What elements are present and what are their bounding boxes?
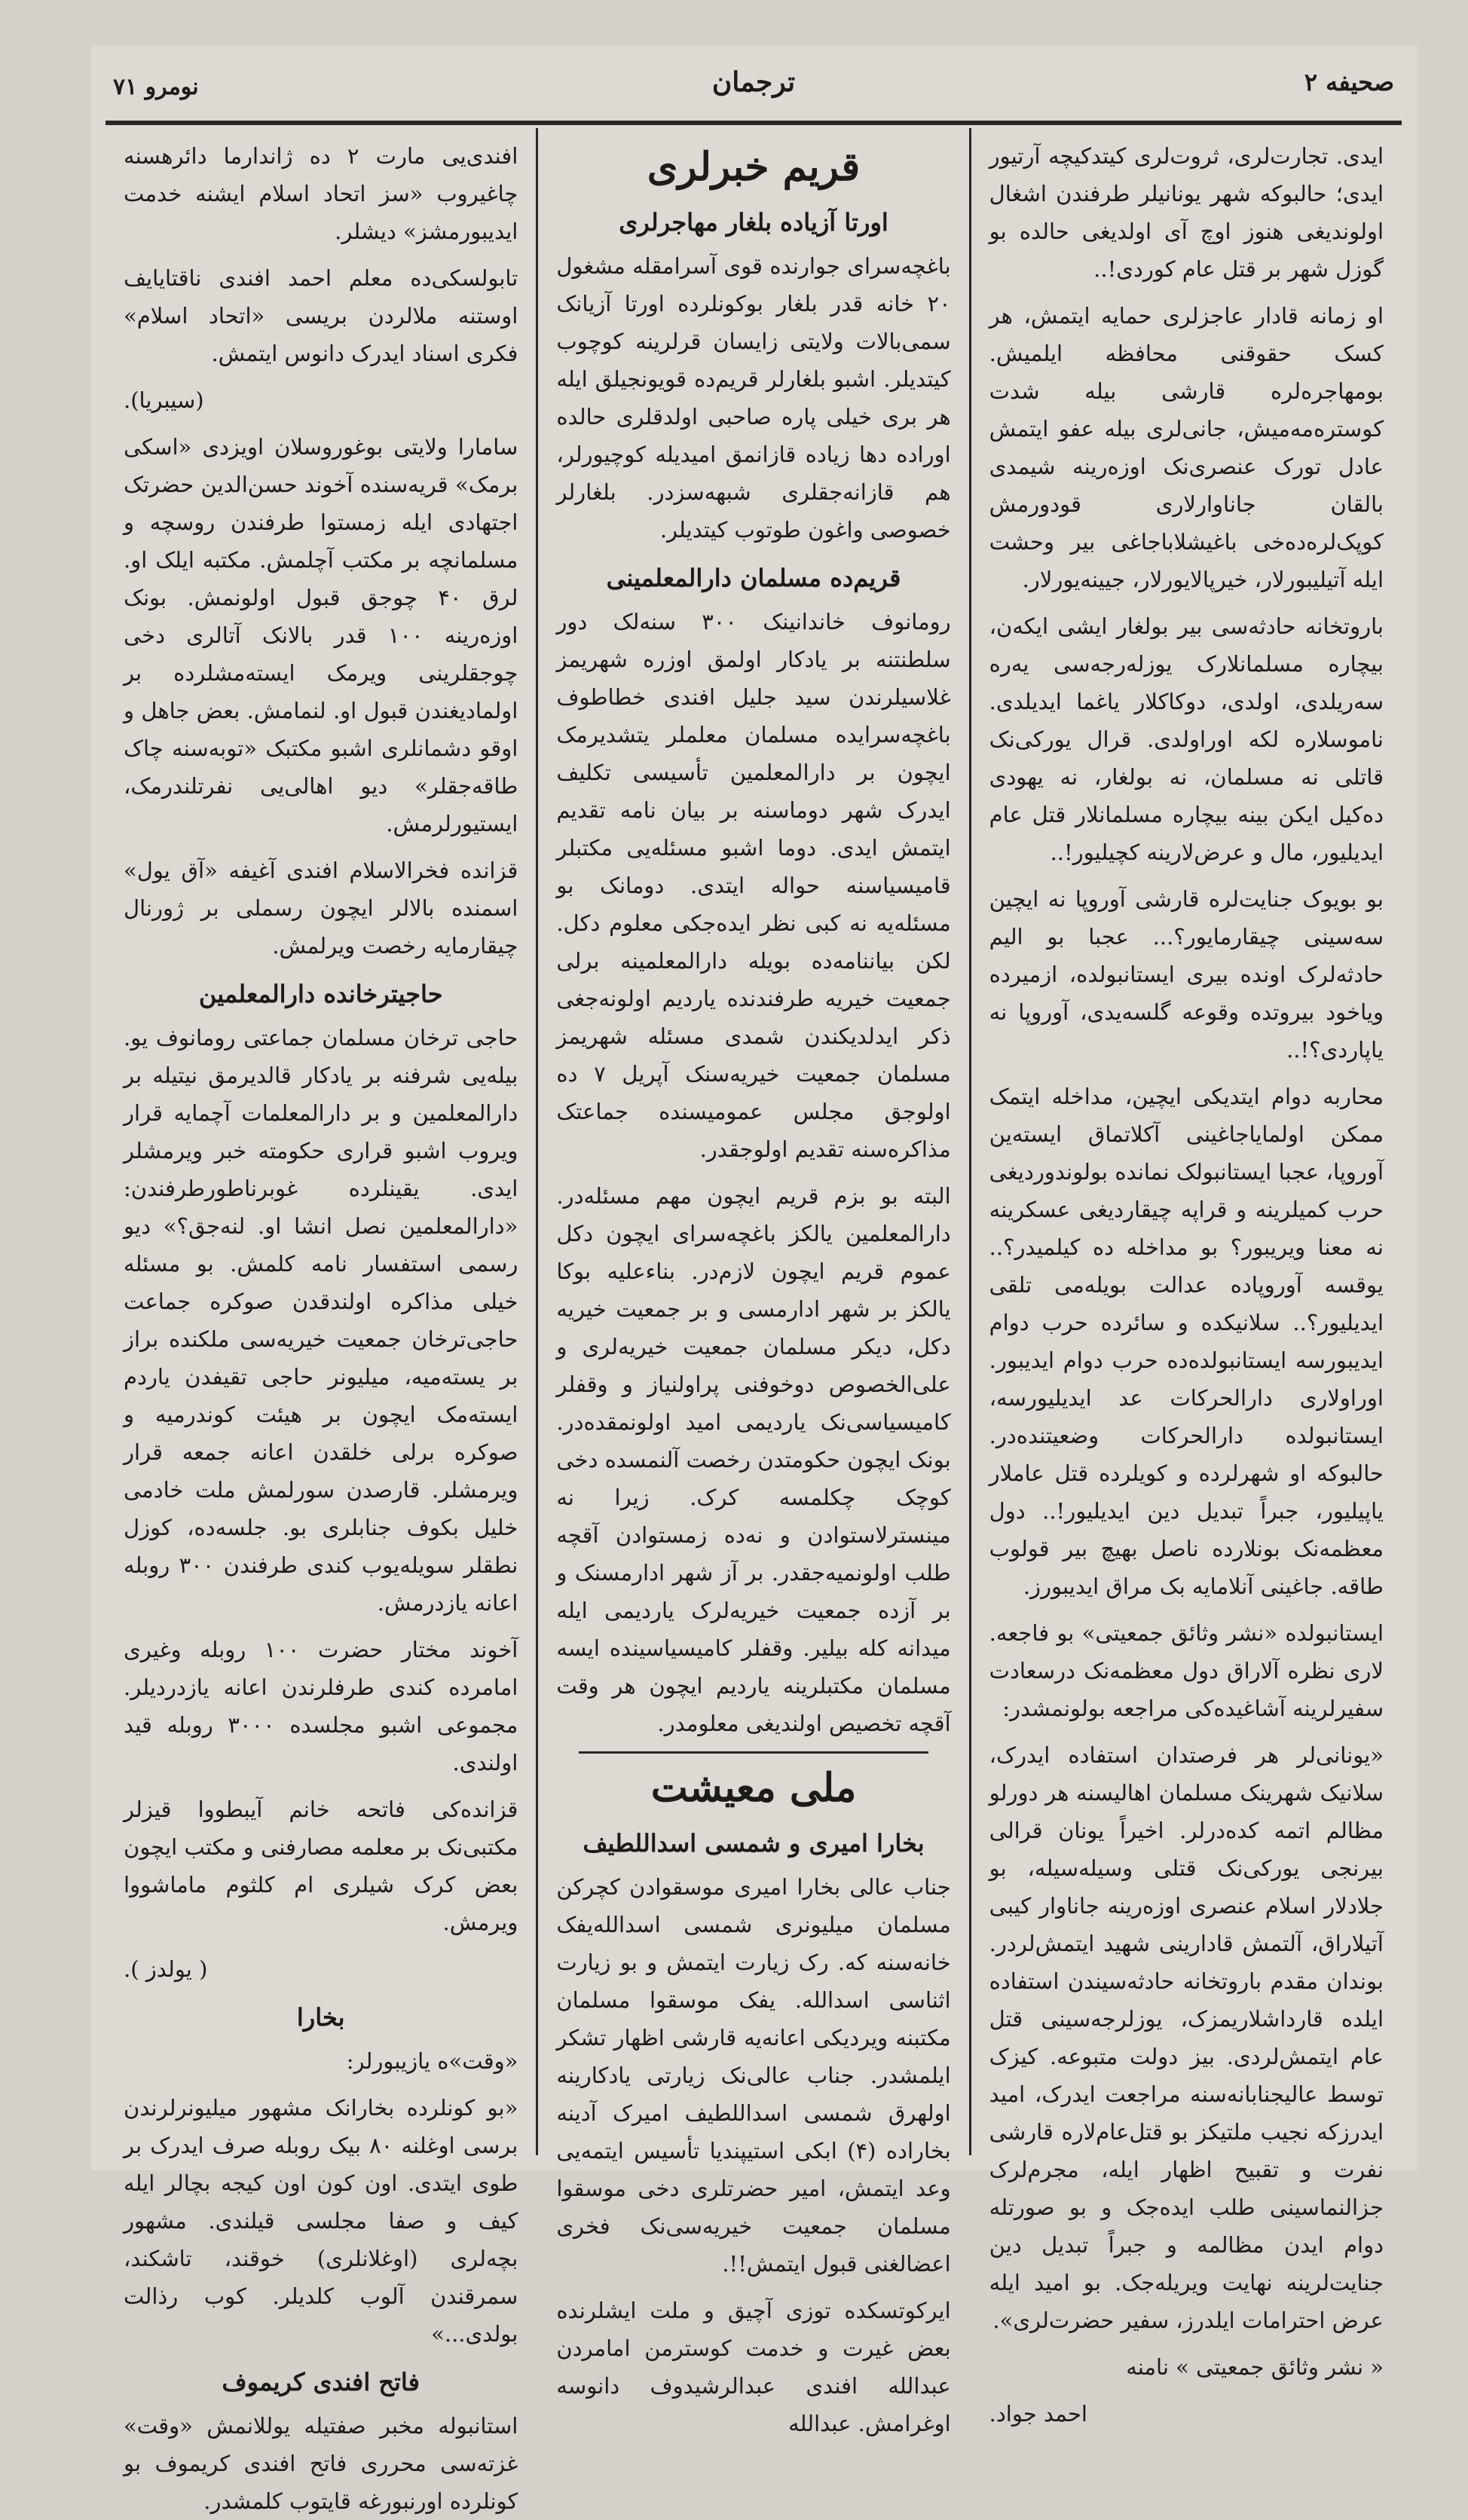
column-right <box>971 128 1402 2427</box>
columns <box>106 128 1402 2514</box>
paragraph: استانبوله مخبر صفتیله یوللانمش «وقت» غزته‌سی محرری فاتح افندی کریموف بو کونلرده اورنبورغه قایتوب کلمشدر. <box>124 2413 518 2514</box>
paragraph: تابولسکی‌ده معلم احمد افندی ناقتایایف اوستنه ملالردن بریسی «اتحاد اسلام» فکری اسناد ایدرک دانوس ایتمش. <box>124 265 518 366</box>
article-subheading: فاتح افندی کریموف <box>222 2368 420 2396</box>
section-heading: قریم خبرلری <box>647 144 861 190</box>
article-subheading: بخارا امیری و شمسی اسداللطیف <box>583 1829 925 1858</box>
paragraph: حاجی ترخان مسلمان جماعتی رومانوف یو. بیله‌یی شرفنه بر یادکار قالدیرمق نیتیله بر دارالمعلمین و بر دارالمعلمات آچمایه قرار ویروب اشبو قراری حکومته خبر ویرمشلر ایدی. یقینلرده غوبرناطورطرفندن: «دارالمعلمین نصل انشا او. لنه‌جق؟» دیو رسمی استفسار نامه کلمش. بو مسئله خیلی مذاکره اولندقدن صوکره جماعت حاجی‌ترخان جمعیت خیریه‌سی ملکنده براز بر یسته‌میه، میلیونر حاجی تقیفدن یاردم ایسته‌مک ایچون بر هیئت کوندرمیه و صوکره برلی خلقدن اعانه جمعه قرار ویرمشلر. قارصدن سورلمش ملت خادمی خلیل بکوف جنابلری بو. جلسه‌ده، کوزل نطقلر سویله‌یوب کندی طرفندن ۳۰۰ روبله اعانه یازدرمش. <box>124 1025 518 1616</box>
section-heading: ملی معیشت <box>650 1765 857 1811</box>
paragraph: «وقت»ه یازیبورلر: <box>346 2048 518 2074</box>
signature-name: احمد جواد. <box>989 2401 1087 2427</box>
paragraph: محاربه دوام ایتدیکی ایچین، مداخله ایتمک ممکن اولمایاجاغینی آکلاتماق ایسته‌ین آوروپا، عجبا ایستانبولک نمانده بولوندوردیغی حرب کمیلرینه و قراپه چیقاردیغی عسکرینه نه معنا ویریبور؟ بو مداخله ده کیلمیدر؟.. یوقسه آوروپاده عدالت بویله‌می تلقی ایدیلیور؟.. سلانیکده و سائرده حرب دوام ایدیبورسه ایستانبولده‌ده حرب دوام ایدیبور. اوراولاری دارالحرکات عد ایدیلیورسه، ایستانبولده دارالحرکات وضعیتنده‌در. حالبوکه او شهرلرده و کویلرده قتل عاملار یاپیلیور، جبراً تبدیل دین ایدیلیور!.. دول معظمه‌نک بونلارده ناصل بهیچ بیر قولوب طاقه. جاغینی آنلامایه بک مراق ایدیبورز. <box>989 1084 1384 1599</box>
paragraph: ایستانبولده «نشر وثائق جمعیتی» بو فاجعه. لاری نظره آلاراق دول معظمه‌نک درسعادت سفیرلرینه آشاغیده‌کی مراجعه بولونمشدر: <box>989 1620 1384 1721</box>
article-subheading: قریم‌ده مسلمان دارالمعلمینی <box>606 564 901 592</box>
paragraph: قزانده فخرالاسلام افندی آغیفه «آق یول» اسمنده بالالر ایچون رسملی بر ژورنال چیقارمایه رخصت ویرلمش. <box>124 858 518 959</box>
masthead <box>106 53 1402 136</box>
paragraph: ایدی. تجارت‌لری، ثروت‌لری کیتدکیچه آرتیور ایدی؛ حالبوکه شهر یونانیلر طرفندن اشغال اولوندیغی هنوز اوچ آی اولدیغی حالده بو گوزل شهر بر قتل عام کوردی!.. <box>989 143 1384 282</box>
dateline: ( یولدز ). <box>124 1956 208 1982</box>
masthead-rule <box>106 121 1402 125</box>
issue-number: نومرو ۷۱ <box>113 74 199 100</box>
paragraph: آخوند مختار حضرت ۱۰۰ روبله وغیری امامرده کندی طرفلرندن اعانه یازدردیلر. مجموعی اشبو مجلسده ۳۰۰۰ روبله قید اولندی. <box>124 1637 518 1775</box>
article-subheading: بخارا <box>296 2003 345 2032</box>
dateline: (سیبریا). <box>124 387 204 413</box>
paragraph: بو بویوک جنایت‌لره قارشی آوروپا نه ایچین سه‌سینی چیقارمایور؟... عجبا بو الیم حادثه‌لرک اونده بیری ایستانبولده، ازمیرده‌ ویاخود بیروتده وقوعه گلسه‌یدی، آوروپا نه یاپاردی؟!.. <box>989 886 1384 1063</box>
column-left <box>106 128 538 2514</box>
section-divider <box>579 1751 928 1754</box>
paragraph: سامارا ولایتی بوغوروسلان اویزدی «اسکی برمک» قریه‌سنده آخوند حسن‌الدین حضرتک اجتهادی ایله زمستوا طرفندن روسچه و مسلمانچه بر مکتب آچلمش. مکتبه ایلک او. لرق ۴۰ چوجق قبول اولونمش. بونک اوزه‌رینه ۱۰۰ قدر بالانک آتالری دخی چوجقلرینی ویرمک ایسته‌مشلرده بر اولمادیغندن قبول او. لنمامش. بعض جاهل و اوقو دشمانلری اشبو مکتبک «توبه‌سنه چاک طاقه‌جقلر» دیو اهالی‌یی نفرتلندرمک، ایستیورلرمش. <box>124 434 518 836</box>
paragraph: البته بو بزم قریم ایچون مهم مسئله‌در. دارالمعلمین یالکز باغچه‌سرای ایچون دکل عموم قریم ایچون لازم‌در. بناءعلیه بوکا یالکز بر شهر ادارمسی و بر جمعیت خیریه دکل، دیکر مسلمان جمعیت خیریه‌لری و علی‌الخصوص دوخوفنی پراولنیاز و وقفلر کامیسیاسی‌نک یاردیمی امید اولونمقده‌در. بونک ایچون حکومتدن رخصت آلنمسده دخی کوچک چکلمسه کرک. زیرا نه مینسترلاستوادن و نه‌ده زمستوادن آقچه طلب اولونمیه‌جقدر. بر آز شهر ادارمسنک و بر آزده جمعیت خیریه‌لرک یاردیمی ایله میدانه کله بیلیر. وقفلر کامیسیاسینده ایسه مسلمان مکتبلرینه یاردیم ایچون هر وقت آقچه تخصیص اولندیغی معلومدر. <box>556 1183 951 1736</box>
newspaper-page <box>90 45 1417 2514</box>
paragraph: «بو کونلرده بخارانک مشهور میلیونرلرندن برسی اوغلنه ۸۰ بیک روبله صرف ایدرک بر طوی ایتدی. اون کون اون کیجه بچالر ایله کیف و صفا مجلسی قیلندی. مشهور بچه‌لری (اوغلانلری) خوقند، تاشکند، سمرقندن آلوب کلدیلر. کوب رذالت بولدی...» <box>124 2095 518 2347</box>
column-middle <box>538 128 971 2436</box>
article-subheading: اورتا آزیاده بلغار مهاجرلری <box>619 208 888 237</box>
paragraph: جناب عالی بخارا امیری موسقوادن کچرکن مسلمان میلیونری شمسی اسدالله‌یفک خانه‌سنه که. رک زیارت ایتمش و بو زیارت اثناسی اسدالله. یفک موسقوا مسلمان مکتبنه ویردیکی اعانه‌یه قارشی اظهار تشکر ایلمشدر. جناب عالی‌نک زیارتی یادکارینه اولهرق شمسی اسداللطیف امیرک آدینه بخاراده (۴) ابکی استیپندیا تأسیس ایتمه‌یی وعد ایتمش، امیر حضرتلری دخی موسقوا مسلمان جمعیت خیریه‌سی‌نک فخری اعضالغنی قبول ایتمش!!. <box>556 1874 951 2277</box>
paragraph: باغچه‌سرای جوارنده قوی آسرامقله مشغول ۲۰ خانه قدر بلغار بوکونلرده اورتا آزیانک سمی‌بالات ولایتی زایسان قرلرینه کوچوب کیتدیلر. اشبو بلغارلر قریم‌ده قویونجیلق ایله هر بری خیلی پاره صاحبی اولدقلری حالده اوراده دها زیاده قازانمق امیدیله کوچیورلر، هم قازانه‌جقلری شبهه‌سزدر. بلغارلر خصوصی واغون طوتوب کیتدیلر. <box>556 253 951 543</box>
paragraph: رومانوف خاندانینک ۳۰۰ سنه‌لک دور سلطنتنه بر یادکار اولمق اوزره شهریمز غلاسیلرندن سید جلیل افندی خطاطوف باغچه‌سرایده مسلمان معلملر یتشدیرمک ایچون بر دارالمعلمین تأسیسی تکلیف ایدرک شهر دوماسنه بر بیان نامه تقدیم ایتمش ایدی. دوما اشبو مسئله‌یی مکتبلر قامیسیاسنه حواله ایتدی. دومانک بو مسئله‌یه نه کبی نظر ایده‌جکی معلوم دکل. لکن بیاننامه‌ده بویله دارالمعلمینه برلی جمعیت خیریه طرفندنده یاردیم اولونه‌جغی ذکر ایدلدیکندن شمدی مسئله شهریمز مسلمان جمعیت خیریه‌سنک آپریل ۷ ده اولوجق مجلس عمومیسنده جماعتک مذاکره‌سنه تقدیم اولوجقدر. <box>556 609 951 1162</box>
newspaper-title: ترجمان <box>711 66 796 98</box>
paragraph: باروتخانه حادثه‌سی بیر بولغار ایشی ایکه‌ن، بیچاره مسلمانلارک یوزله‌رجه‌سی یه‌ره سه‌ریلدی، اولدی، دوکاکلار یاغما ایدیلدی. ناموسلاره لکه اوراولدی. قرال یورکی‌نک قاتلی نه مسلمان، نه بولغار، نه یهودی ده‌کیل ایکن بینه بیچاره مسلمانلار قتل عام ایدیلیور، مال و عرض‌لارینه کچیلیور!.. <box>989 613 1384 865</box>
article-subheading: حاجیترخانده دارالمعلمین <box>198 980 443 1008</box>
paragraph: «یونانی‌لر هر فرصتدان استفاده ایدرک، سلانیک شهرینک مسلمان اهالیسنه هر دورلو مظالم اتمه کده‌درلر. اخیراً یونان قرالی بیرنجی یورکی‌نک قتلی وسیله‌سیله، بو جلادلار اسلام عنصری اوزه‌رینه جاناوار کیبی آتیلاراق، آلتمش قادارینی شهید ایتمش‌لردر. بوندان مقدم باروتخانه حادثه‌سیندن استفاده ایلده قارداشلاریمزک، یوزلرجه‌سینی قتل عام ایتمش‌لردی. بیز دولت متبوعه. کیزک توسط عالیجنابانه‌سنه مراجعت ایدرک، امید ایدرزکه نجیب ملتیکز بو قتل‌عام‌لاره قارشی نفرت و تقبیح اظهار ایله، مجرم‌لرک جزالنماسینی طلب ایده‌جک و بو صورتله دوام ایدن مظالمه و جبراً تبدیل دین جنایت‌لرینه نهایت ویریله‌جک. بو امید ایله عرض احترامات ایلدرز، سفیر حضرت‌لری». <box>989 1742 1384 2333</box>
paragraph: افندی‌یی مارت ۲ ده ژاندارما دائرهسنه چاغیروب «سز اتحاد اسلام ایشنه خدمت ایدیبورمشز» دیشلر. <box>124 143 518 244</box>
paragraph: قزانده‌کی فاتحه خانم آیبطووا قیزلر مکتبی‌نک بر معلمه مصارفنی و مکتب ایچون بعض کرک شیلری ام کلثوم ماماشووا ویرمش. <box>124 1797 518 1935</box>
paragraph: ایرکوتسکده توزی آچیق و ملت ایشلرنده بعض غیرت و خدمت کوسترمن امامردن عبدالله افندی عبدالرشیدوف دانوسه اوغرامش. عبدالله <box>556 2298 951 2436</box>
signature-line: « نشر وثائق جمعیتی » نامنه <box>1126 2354 1384 2380</box>
page-number: صحیفه ۲ <box>1304 68 1394 96</box>
paragraph: او زمانه قادار عاجزلری حمایه ایتمش، هر کسک حقوقنی محافظه ایلمیش. بومهاجره‌لره قارشی بیله شدت کوستره‌مه‌میش، جانی‌لری بیله عفو ایتمش عادل تورک عنصری‌نک اوزه‌رینه شیمدی بالقان جاناوارلاری قودورمش کوپک‌لره‌ده‌خی باغیشلاباجاغی بیر وحشت ایله آتیلیبورلار، خیرپالایورلار، جیینه‌یورلار. <box>989 303 1384 592</box>
